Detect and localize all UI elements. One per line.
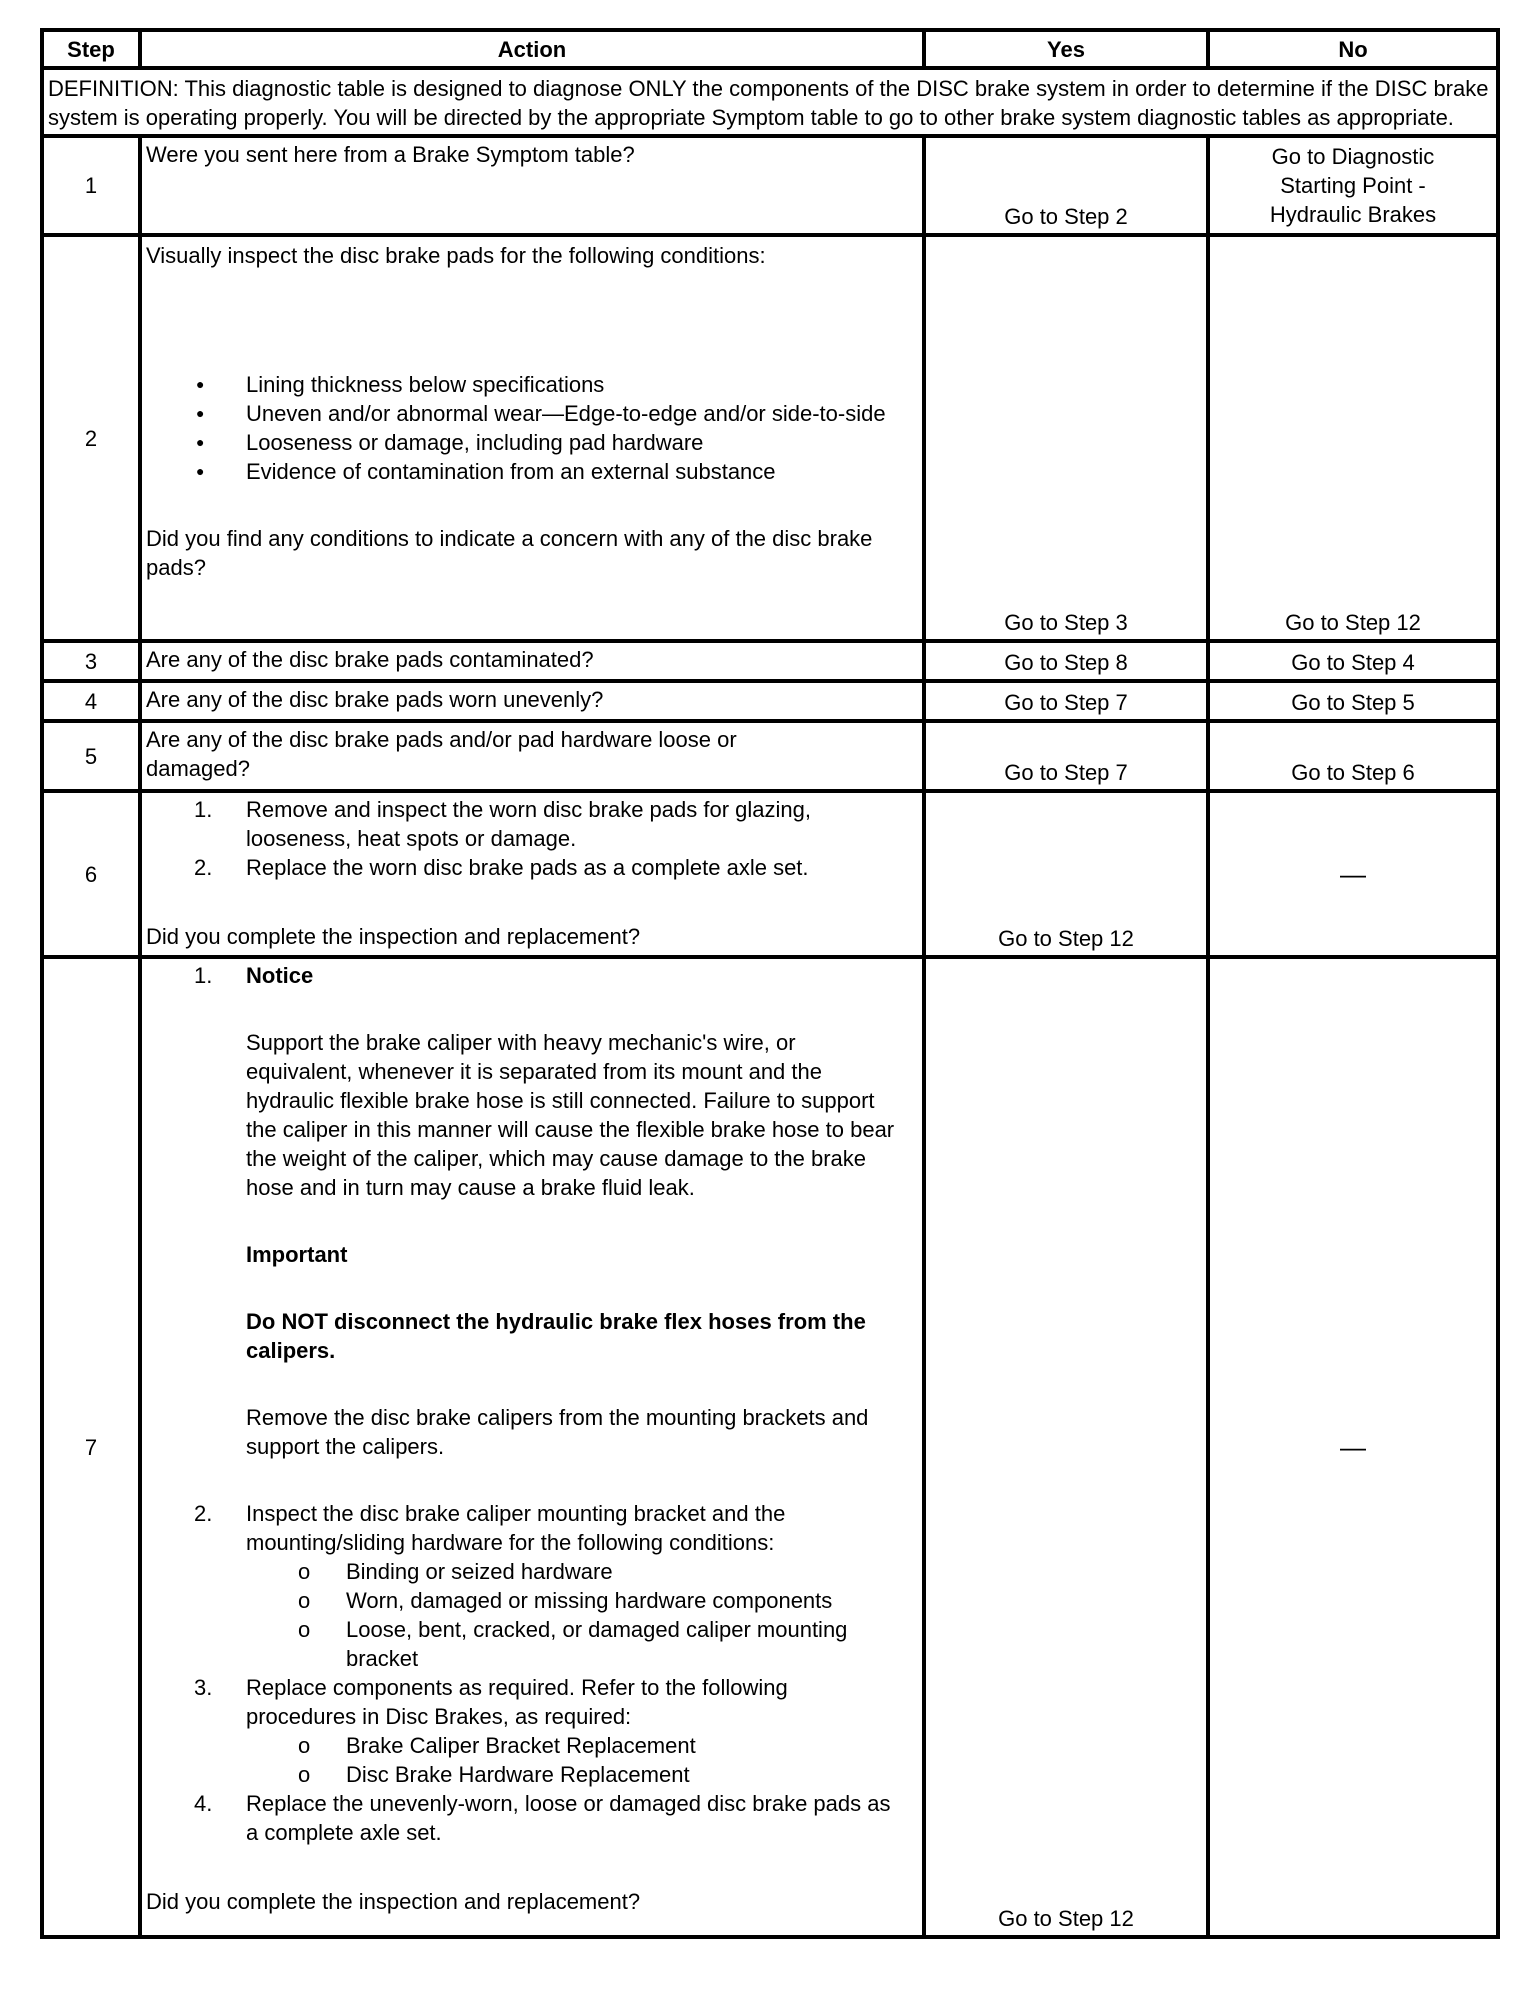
table-row (42, 791, 1498, 957)
no-cell: Go to Diagnostic Starting Point - Hydraulic Brakes (1208, 136, 1498, 235)
list-item (146, 1789, 902, 1847)
header-no: No (1208, 30, 1498, 68)
yes-cell: Go to Step 7 (924, 721, 1208, 791)
item-text: Remove the disc brake calipers from the mounting brackets and support the calipers. (246, 1405, 869, 1459)
notice-text: Support the brake caliper with heavy mechanic's wire, or equivalent, whenever it is separated from its mount and the hydraulic flexible brake hose is still connected. Failure to support the caliper in this manner will cause the flexible brake hose to bear the weight of the caliper, which may cause damage to the brake hose and in turn may cause a brake fluid leak. (246, 1030, 895, 1200)
sub-item: o Worn, damaged or missing hardware components (246, 1586, 902, 1615)
step-number: 3 (42, 641, 140, 681)
list-item: ● Lining thickness below specifications (146, 370, 918, 399)
item-text: Replace the worn disc brake pads as a complete axle set. (246, 855, 809, 880)
sub-item: o Loose, bent, cracked, or damaged caliper mounting bracket (246, 1615, 902, 1673)
sub-item: o Binding or seized hardware (246, 1557, 902, 1586)
step-question: Did you complete the inspection and replacement? (146, 1889, 641, 1914)
step-action: Are any of the disc brake pads contaminated? (140, 641, 924, 681)
header-action: Action (140, 30, 924, 68)
item-text: Replace components as required. Refer to the following procedures in Disc Brakes, as required: (246, 1675, 788, 1729)
step-number: 1 (42, 136, 140, 235)
header-yes: Yes (924, 30, 1208, 68)
sub-item: o Brake Caliper Bracket Replacement (246, 1731, 902, 1760)
no-cell: Go to Step 4 (1208, 641, 1498, 681)
list-item (146, 1499, 902, 1673)
item-number: 1. (194, 797, 213, 822)
yes-cell: Go to Step 3 (924, 235, 1208, 641)
item-text: Replace the unevenly-worn, loose or damaged disc brake pads as a complete axle set. (246, 1791, 891, 1845)
list-item: ● Evidence of contamination from an external substance (146, 457, 918, 486)
step-action (140, 235, 924, 641)
no-cell: Go to Step 6 (1208, 721, 1498, 791)
yes-cell: Go to Step 8 (924, 641, 1208, 681)
item-number: 1. (194, 963, 213, 988)
list-item: ● Looseness or damage, including pad hardware (146, 428, 918, 457)
item-number: 3. (194, 1675, 213, 1700)
no-cell: Go to Step 12 (1208, 235, 1498, 641)
definition-text: DEFINITION: This diagnostic table is designed to diagnose ONLY the components of the DISC brake system in order to determine if the DISC brake system is operating properly. You will be directed by the appropriate Symptom table to go to other brake system diagnostic tables as appropriate. (42, 68, 1498, 136)
table-row (42, 957, 1498, 1937)
item-number: 2. (194, 1501, 213, 1526)
list-item (146, 961, 902, 1499)
yes-cell: Go to Step 12 (924, 791, 1208, 957)
no-cell: — (1208, 957, 1498, 1937)
procedure-list (146, 961, 902, 1847)
step-number: 5 (42, 721, 140, 791)
list-item (146, 1673, 902, 1789)
condition-list (146, 370, 918, 486)
no-cell: Go to Step 5 (1208, 681, 1498, 721)
list-item (146, 853, 892, 882)
step-action: Are any of the disc brake pads and/or pad hardware loose or damaged? (140, 721, 924, 791)
header-row (42, 30, 1498, 68)
step-question: Did you complete the inspection and replacement? (146, 924, 641, 949)
header-step: Step (42, 30, 140, 68)
step-number: 6 (42, 791, 140, 957)
item-text: Inspect the disc brake caliper mounting bracket and the mounting/sliding hardware for the following conditions: (246, 1501, 786, 1555)
step-number: 7 (42, 957, 140, 1937)
step-action: Were you sent here from a Brake Symptom table? (140, 136, 924, 235)
step-action: Are any of the disc brake pads worn unevenly? (140, 681, 924, 721)
step-action (140, 791, 924, 957)
item-number: 2. (194, 855, 213, 880)
list-item: ● Uneven and/or abnormal wear—Edge-to-edge and/or side-to-side (146, 399, 918, 428)
sub-list (246, 1557, 902, 1673)
step-number: 2 (42, 235, 140, 641)
step-question: Did you find any conditions to indicate a concern with any of the disc brake pads? (146, 526, 873, 580)
diagnostic-table (40, 28, 1500, 1939)
table-row (42, 136, 1498, 235)
yes-cell: Go to Step 7 (924, 681, 1208, 721)
yes-cell: Go to Step 2 (924, 136, 1208, 235)
procedure-list (146, 795, 892, 882)
step-action (140, 957, 924, 1937)
important-text: Do NOT disconnect the hydraulic brake flex hoses from the calipers. (246, 1309, 866, 1363)
sub-item: o Disc Brake Hardware Replacement (246, 1760, 902, 1789)
sub-list (246, 1731, 902, 1789)
table-row (42, 235, 1498, 641)
yes-cell: Go to Step 12 (924, 957, 1208, 1937)
item-number: 4. (194, 1791, 213, 1816)
notice-title: Notice (246, 963, 314, 988)
definition-row (42, 68, 1498, 136)
table-row (42, 721, 1498, 791)
no-cell: — (1208, 791, 1498, 957)
table-row (42, 681, 1498, 721)
item-text: Remove and inspect the worn disc brake pads for glazing, looseness, heat spots or damage. (246, 797, 811, 851)
list-item (146, 795, 892, 853)
table-row (42, 641, 1498, 681)
important-title: Important (246, 1242, 348, 1267)
step-intro: Visually inspect the disc brake pads for the following conditions: (146, 243, 766, 268)
step-number: 4 (42, 681, 140, 721)
